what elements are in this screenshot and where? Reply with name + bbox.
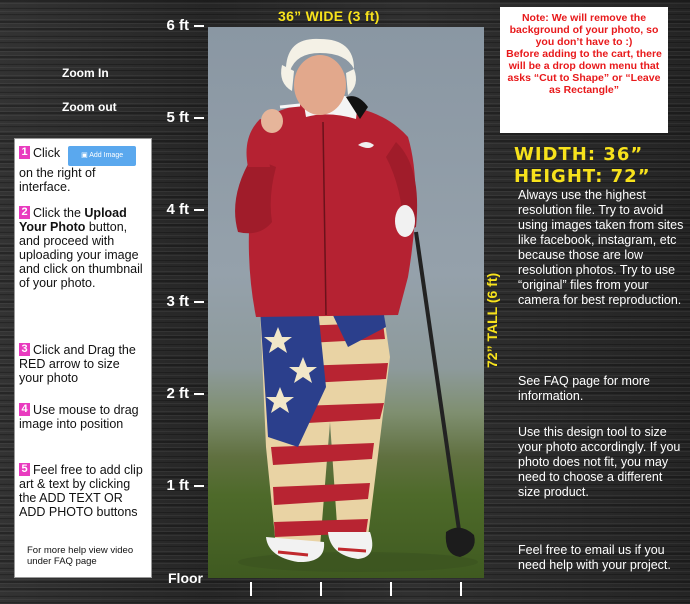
step-number: 5 xyxy=(19,463,30,476)
instruction-step-5: 5 Feel free to add clip art & text by clicking the ADD TEXT OR ADD PHOTO buttons xyxy=(19,463,143,519)
ruler-label-4ft: 4 ft xyxy=(140,201,204,219)
ruler-label-1ft: 1 ft xyxy=(140,477,204,495)
height-dimension: HEIGHT: 72” xyxy=(514,166,651,187)
ruler-tick xyxy=(320,582,322,596)
zoom-in-button[interactable]: Zoom In xyxy=(62,66,109,80)
ruler-label-6ft: 6 ft xyxy=(140,17,204,35)
product-photo[interactable] xyxy=(208,27,484,578)
step-number: 4 xyxy=(19,403,30,416)
ruler-tick xyxy=(460,582,462,596)
step-number: 1 xyxy=(19,146,30,159)
info-sizing: Use this design tool to size your photo accordingly. If you photo does not fit, you may need to choose a different size product. xyxy=(518,425,681,499)
image-icon: ▣ xyxy=(81,152,88,159)
note-dropdown-info: Before adding to the cart, there will be a drop down menu that asks “Cut to Shape” or “Leave as Rectangle” xyxy=(506,48,662,96)
ruler-label-5ft: 5 ft xyxy=(140,109,204,127)
step-number: 2 xyxy=(19,206,30,219)
instruction-step-4: 4 Use mouse to drag image into position xyxy=(19,403,139,431)
info-email: Feel free to email us if you need help with your project. xyxy=(518,543,671,572)
add-image-button[interactable]: ▣ Add Image xyxy=(68,146,136,166)
help-text: For more help view video under FAQ page xyxy=(27,545,134,567)
width-title: 36” WIDE (3 ft) xyxy=(278,8,380,24)
ruler-tick xyxy=(390,582,392,596)
step-number: 3 xyxy=(19,343,30,356)
info-resolution: Always use the highest resolution file. Try to avoid using images taken from sites like facebook, instagram, etc because those are low resolution photos. Try to use “original” files from your camera for best reproduction. xyxy=(518,188,684,307)
note-box xyxy=(500,7,668,133)
instructions-panel xyxy=(14,138,152,578)
info-faq: See FAQ page for more information. xyxy=(518,374,651,403)
height-vertical-label: 72” TALL (6 ft) xyxy=(484,272,500,368)
zoom-out-button[interactable]: Zoom out xyxy=(62,100,117,114)
golfer-illustration xyxy=(208,27,484,578)
width-dimension: WIDTH: 36” xyxy=(514,144,644,165)
instruction-step-1: 1 Click ▣ Add Image on the right of interface. xyxy=(19,146,147,194)
ruler-label-3ft: 3 ft xyxy=(140,293,204,311)
instruction-step-3: 3 Click and Drag the RED arrow to size your photo xyxy=(19,343,136,385)
floor-label: Floor xyxy=(168,570,203,586)
ruler-label-2ft: 2 ft xyxy=(140,385,204,403)
instruction-step-2: 2 Click the Upload Your Photo button, and proceed with uploading your image and click on thumbnail of your photo. xyxy=(19,206,143,290)
note-background-removal: Note: We will remove the background of your photo, so you don’t have to :) xyxy=(509,12,659,48)
ruler-tick xyxy=(250,582,252,596)
